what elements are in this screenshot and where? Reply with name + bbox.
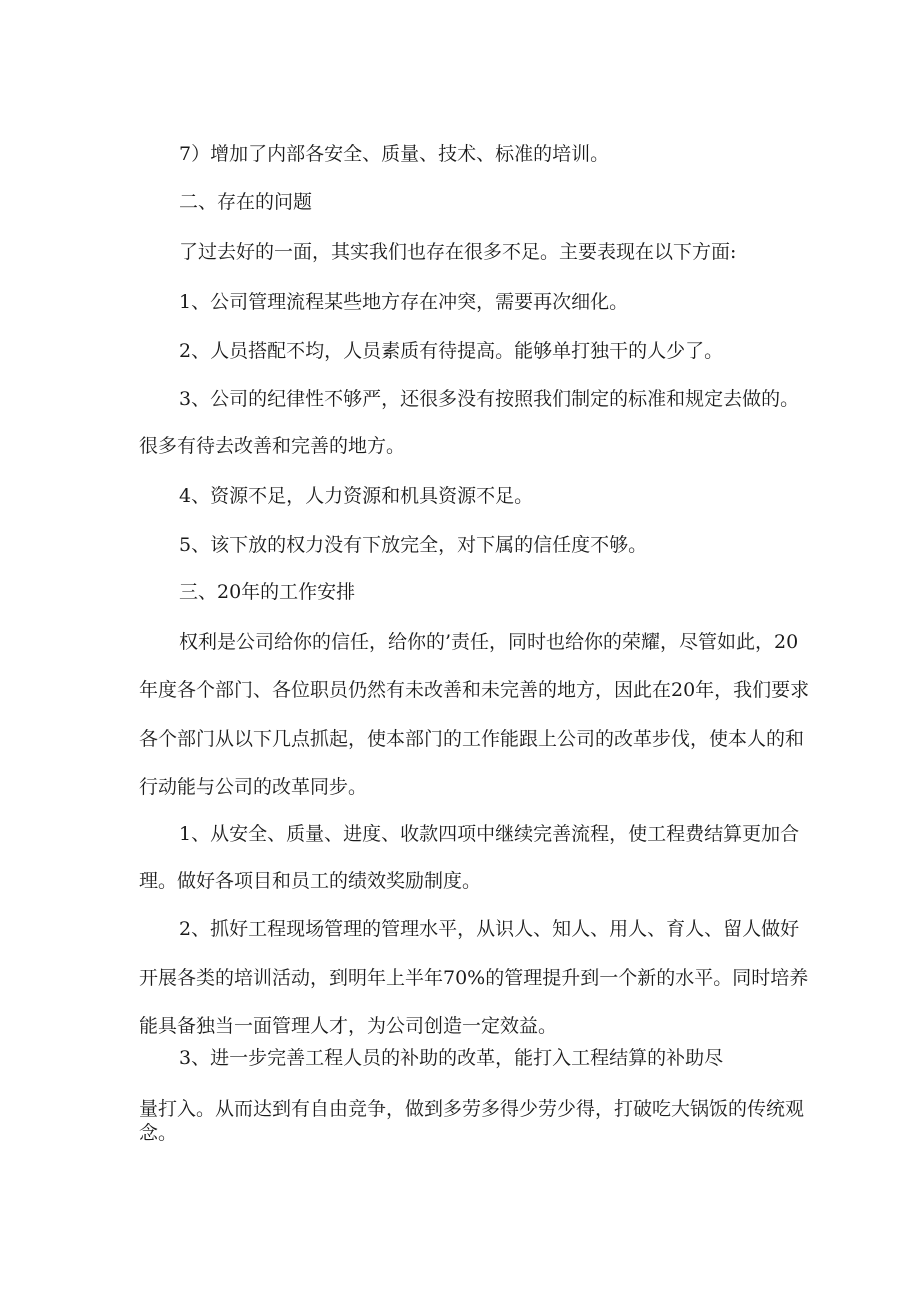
plan-1-line-2: 理。做好各项目和员工的绩效奖励制度。 [139, 870, 482, 892]
plan-1-line-1: 1、从安全、质量、进度、收款四项中继续完善流程，使工程费结算更加合 [179, 823, 800, 845]
plan-2-line-3: 能具备独当一面管理人才，为公司创造一定效益。 [139, 1015, 558, 1037]
plan-2-line-2: 开展各类的培训活动，到明年上半年70%的管理提升到一个新的水平。同时培养 [139, 967, 809, 989]
plan-3-line-1: 3、进一步完善工程人员的补助的改革，能打入工程结算的补助尽 [179, 1047, 724, 1069]
section-3-para-line-4: 行动能与公司的改革同步。 [139, 776, 368, 798]
section-2-intro: 了过去好的一面，其实我们也存在很多不足。主要表现在以下方面: [179, 241, 737, 263]
problem-4: 4、资源不足，人力资源和机具资源不足。 [179, 485, 534, 507]
problem-5: 5、该下放的权力没有下放完全，对下属的信任度不够。 [179, 534, 648, 556]
section-3-para-line-3: 各个部门从以下几点抓起，使本部门的工作能跟上公司的改革步伐，使本人的和 [139, 728, 805, 750]
section-2-heading: 二、存在的问题 [179, 191, 313, 213]
section-3-para-line-1: 权利是公司给你的信任，给你的’责任，同时也给你的荣耀，尽管如此，20 [179, 631, 799, 653]
section-3-heading: 三、20年的工作安排 [179, 581, 356, 603]
plan-2-line-1: 2、抓好工程现场管理的管理水平，从识人、知人、用人、育人、留人做好 [179, 918, 800, 940]
problem-3-continued: 很多有待去改善和完善的地方。 [139, 435, 406, 457]
problem-1: 1、公司管理流程某些地方存在冲突，需要再次细化。 [179, 291, 629, 313]
plan-3-line-2: 量打入。从而达到有自由竞争，做到多劳多得少劳少得，打破吃大锅饭的传统观 [139, 1098, 805, 1120]
item-7: 7）增加了内部各安全、质量、技术、标准的培训。 [179, 143, 610, 165]
problem-3: 3、公司的纪律性不够严，还很多没有按照我们制定的标准和规定去做的。 [179, 388, 800, 410]
problem-2: 2、人员搭配不均，人员素质有待提高。能够单打独干的人少了。 [179, 340, 724, 362]
section-3-para-line-2: 年度各个部门、各位职员仍然有未改善和未完善的地方，因此在20年，我们要求 [139, 679, 810, 701]
plan-3-line-3: 念。 [139, 1122, 178, 1144]
